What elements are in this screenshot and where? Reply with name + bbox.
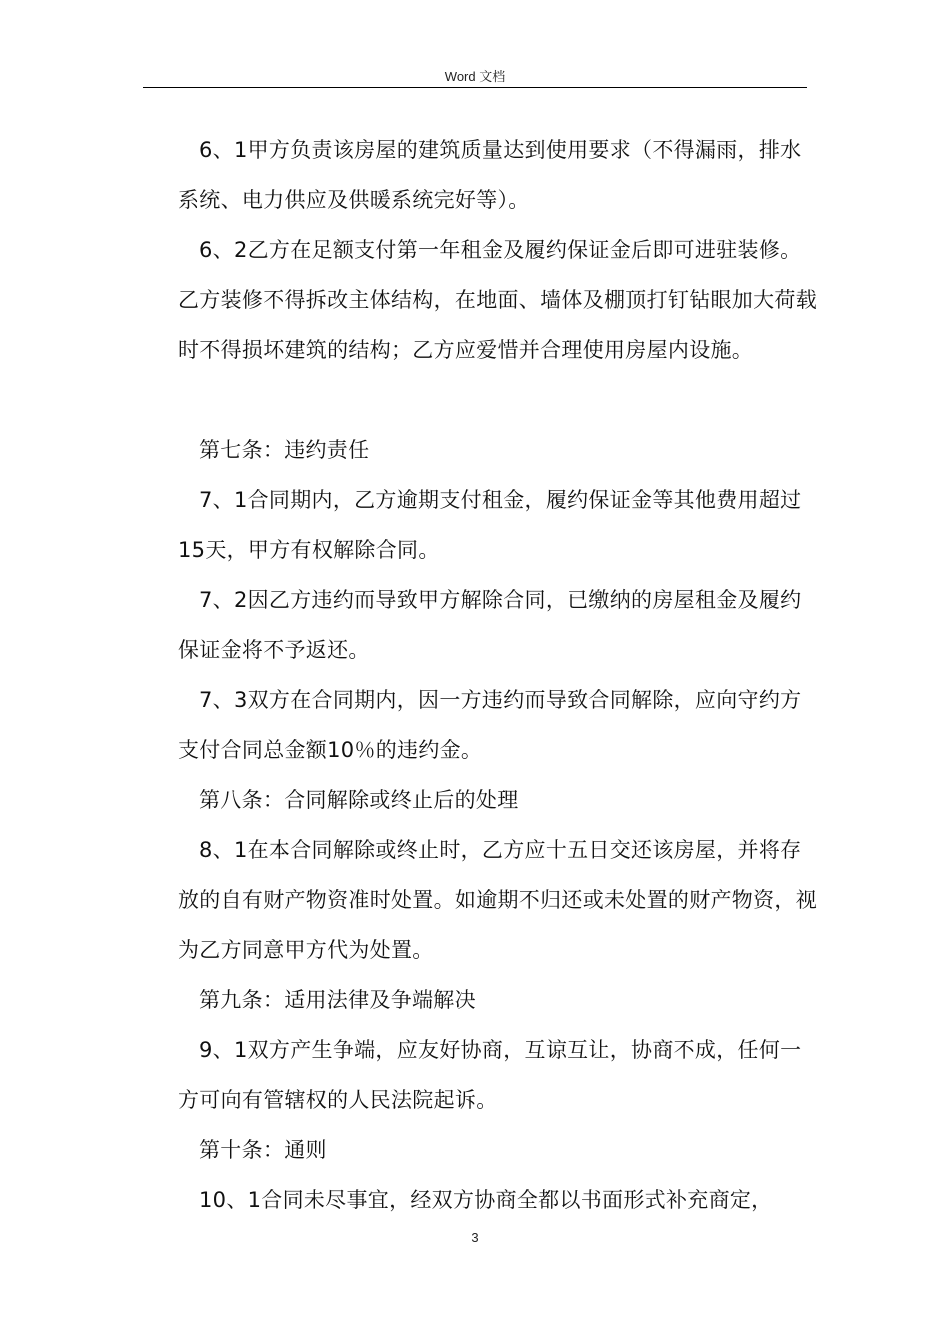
article-9-heading: 第九条：适用法律及争端解决: [199, 988, 476, 1012]
blank-line: [178, 375, 818, 425]
page-header-title: Word 文档: [444, 69, 506, 84]
document-body: [178, 125, 818, 1225]
paragraph-7-2: 7、2因乙方违约而导致甲方解除合同，已缴纳的房屋租金及履约保证金将不予返还。: [178, 588, 802, 662]
article-8-heading: 第八条：合同解除或终止后的处理: [199, 788, 519, 812]
article-10-heading: 第十条：通则: [199, 1138, 327, 1162]
page-number: 3: [471, 1230, 479, 1245]
paragraph-10-1: 10、1合同未尽事宜，经双方协商全都以书面形式补充商定，: [199, 1188, 773, 1212]
article-7-heading: 第七条：违约责任: [199, 438, 370, 462]
paragraph-9-1: 9、1双方产生争端，应友好协商，互谅互让，协商不成，任何一方可向有管辖权的人民法院起诉。: [178, 1038, 802, 1112]
header-divider: [143, 87, 807, 88]
paragraph-7-3: 7、3双方在合同期内，因一方违约而导致合同解除，应向守约方支付合同总金额10％的违约金。: [178, 688, 802, 762]
paragraph-6-2: 6、2乙方在足额支付第一年租金及履约保证金后即可进驻装修。乙方装修不得拆改主体结构，在地面、墙体及棚顶打钉钻眼加大荷载时不得损坏建筑的结构；乙方应爱惜并合理使用房屋内设施。: [178, 238, 817, 362]
paragraph-8-1: 8、1在本合同解除或终止时，乙方应十五日交还该房屋，并将存放的自有财产物资准时处置。如逾期不归还或未处置的财产物资，视为乙方同意甲方代为处置。: [178, 838, 817, 962]
paragraph-7-1: 7、1合同期内，乙方逾期支付租金，履约保证金等其他费用超过15天，甲方有权解除合同。: [178, 488, 802, 562]
paragraph-6-1: 6、1甲方负责该房屋的建筑质量达到使用要求（不得漏雨，排水系统、电力供应及供暖系统完好等）。: [178, 138, 802, 212]
